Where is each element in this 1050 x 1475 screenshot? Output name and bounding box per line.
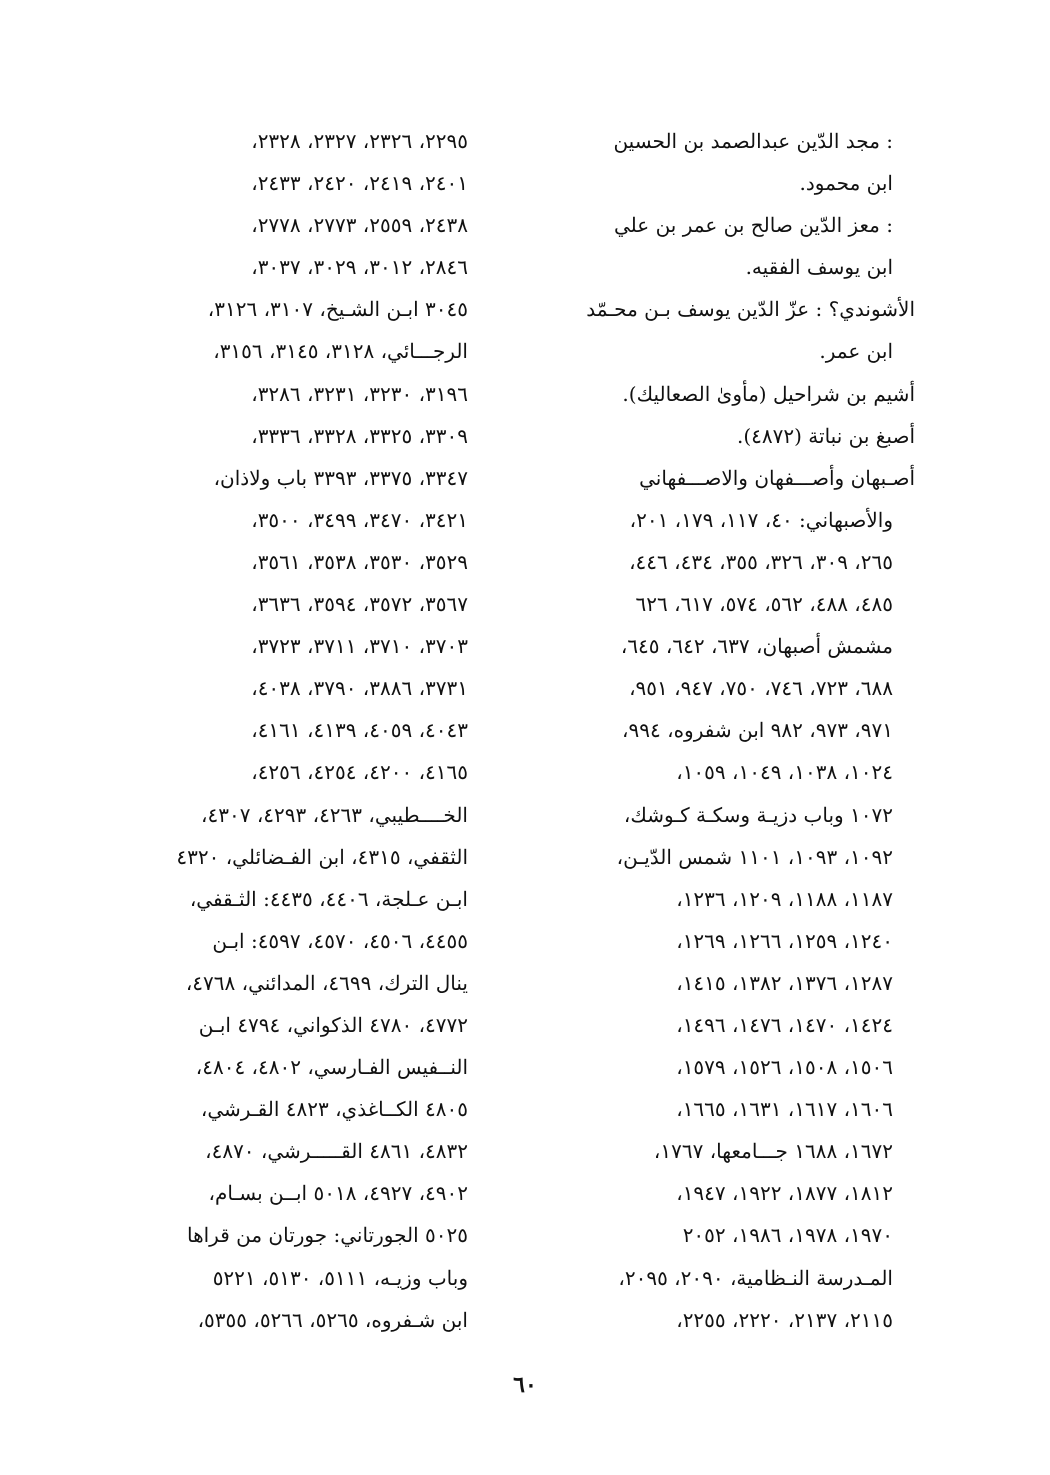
index-entry-line: الرجـــائي، ٣١٢٨، ٣١٤٥، ٣١٥٦،: [213, 339, 468, 364]
index-entry-line: ٣٥٢٩، ٣٥٣٠، ٣٥٣٨، ٣٥٦١،: [251, 549, 468, 574]
index-entry-line: ١٢٨٧، ١٣٧٦، ١٣٨٢، ١٤١٥،: [676, 970, 893, 995]
index-entry-line: ١٢٤٠، ١٢٥٩، ١٢٦٦، ١٢٦٩،: [676, 928, 893, 953]
index-entry-line: ٢٤٣٨، ٢٥٥٩، ٢٧٧٣، ٢٧٧٨،: [251, 213, 468, 238]
index-entry-line: الخــــطيبي، ٤٢٦٣، ٤٢٩٣، ٤٣٠٧،: [201, 802, 468, 827]
index-column-right: [535, 120, 915, 1341]
index-entry-line: والأصبهاني: ٤٠، ١١٧، ١٧٩، ٢٠١،: [629, 507, 893, 532]
index-entry-line: ينال الترك، ٤٦٩٩، المدائني، ٤٧٦٨،: [185, 970, 468, 995]
index-entry-line: ٢٦٥، ٣٠٩، ٣٢٦، ٣٥٥، ٤٣٤، ٤٤٦،: [629, 549, 893, 574]
index-entry-line: ٣٤٢١، ٣٤٧٠، ٣٤٩٩، ٣٥٠٠،: [251, 507, 468, 532]
index-entry-line: : مجد الدّين عبدالصمد بن الحسين: [613, 129, 893, 153]
index-entry-line: ابـن عـلجة، ٤٤٠٦، ٤٤٣٥: الثـقفي،: [189, 886, 468, 911]
page-number: ٦٠: [513, 1372, 537, 1398]
index-entry-line: ٣١٩٦، ٣٢٣٠، ٣٢٣١، ٣٢٨٦،: [251, 381, 468, 406]
index-entry-line: ٤٨٥، ٤٨٨، ٥٦٢، ٥٧٤، ٦١٧، ٦٢٦: [635, 592, 893, 617]
index-entry-line: ٤٠٤٣، ٤٠٥٩، ٤١٣٩، ٤١٦١،: [251, 718, 468, 743]
index-entry-line: ١٩٧٠، ١٩٧٨، ١٩٨٦، ٢٠٥٢: [682, 1223, 893, 1248]
index-entry-line: ٣٣٠٩، ٣٣٢٥، ٣٣٢٨، ٣٣٣٦،: [251, 423, 468, 448]
index-entry-line: ابن يوسف الفقيه.: [745, 255, 893, 280]
index-entry-line: ٤٤٥٥، ٤٥٠٦، ٤٥٧٠، ٤٥٩٧: ابـن: [212, 928, 468, 953]
index-entry-line: أصبغ بن نباتة (٤٨٧٢).: [736, 423, 915, 448]
index-entry-line: : معز الدّين صالح بن عمر بن علي: [614, 213, 893, 238]
index-entry-line: ٣٥٦٧، ٣٥٧٢، ٣٥٩٤، ٣٦٣٦،: [251, 592, 468, 617]
index-entry-line: ابن محمود.: [799, 171, 893, 196]
index-entry-line: ١٤٢٤، ١٤٧٠، ١٤٧٦، ١٤٩٦،: [676, 1012, 893, 1037]
index-entry-line: ١٦٧٢، ١٦٨٨ جـــامعها، ١٧٦٧،: [653, 1139, 893, 1164]
index-entry-line: ٤٨٣٢، ٤٨٦١ القـــــرشي، ٤٨٧٠،: [205, 1139, 468, 1164]
index-entry-line: ٤١٦٥، ٤٢٠٠، ٤٢٥٤، ٤٢٥٦،: [251, 760, 468, 785]
index-entry-line: ٥٠٢٥ الجورتاني: جورتان من قراها: [186, 1223, 468, 1248]
index-entry-line: أصـبهان وأصـــفهان والاصـــفهاني: [639, 465, 915, 490]
index-entry-line: ٢١١٥، ٢١٣٧، ٢٢٢٠، ٢٢٥٥،: [676, 1307, 893, 1332]
index-entry-line: ١٠٩٢، ١٠٩٣، ١١٠١ شمس الدّيـن،: [616, 844, 893, 869]
index-entry-line: ٤٧٧٢، ٤٧٨٠ الذكواني، ٤٧٩٤ ابـن: [198, 1012, 468, 1037]
index-entry-line: ابن شـفروه، ٥٢٦٥، ٥٢٦٦، ٥٣٥٥،: [197, 1307, 468, 1332]
index-entry-line: أشيم بن شراحيل (مأوىٰ الصعاليك).: [622, 381, 915, 406]
index-entry-line: ١١٨٧، ١١٨٨، ١٢٠٩، ١٢٣٦،: [676, 886, 893, 911]
index-entry-line: ١٠٢٤، ١٠٣٨، ١٠٤٩، ١٠٥٩،: [676, 760, 893, 785]
index-entry-line: وباب وزيـه، ٥١١١، ٥١٣٠، ٥٢٢١: [212, 1265, 468, 1290]
index-entry-line: ٩٧١، ٩٧٣، ٩٨٢ ابن شفروه، ٩٩٤،: [622, 718, 893, 743]
index-entry-line: ٢٨٤٦، ٣٠١٢، ٣٠٢٩، ٣٠٣٧،: [251, 255, 468, 280]
index-entry-line: ٣٠٤٥ ابـن الشـيخ، ٣١٠٧، ٣١٢٦،: [207, 297, 468, 322]
index-entry-line: ابن عمر.: [819, 339, 893, 364]
index-entry-line: ٢٤٠١، ٢٤١٩، ٢٤٢٠، ٢٤٣٣،: [251, 171, 468, 196]
index-entry-line: ٣٧٣١، ٣٨٨٦، ٣٧٩٠، ٤٠٣٨،: [251, 676, 468, 701]
index-column-left: [118, 120, 468, 1341]
index-entry-line: المـدرسة النـظامية، ٢٠٩٠، ٢٠٩٥،: [618, 1265, 893, 1290]
index-entry-line: ١٦٠٦، ١٦١٧، ١٦٣١، ١٦٦٥،: [676, 1097, 893, 1122]
index-entry-line: الثقفي، ٤٣١٥، ابن الفـضائلي، ٤٣٢٠: [176, 844, 468, 869]
index-entry-line: ٣٧٠٣، ٣٧١٠، ٣٧١١، ٣٧٢٣،: [251, 634, 468, 659]
index-entry-line: مشمش أصبهان، ٦٣٧، ٦٤٢، ٦٤٥،: [620, 634, 893, 659]
index-entry-line: ٢٢٩٥، ٢٣٢٦، ٢٣٢٧، ٢٣٢٨،: [251, 129, 468, 153]
index-entry-line: ١٠٧٢ وباب دزيـة وسكـة كـوشك،: [623, 802, 893, 827]
index-entry-line: ٦٨٨، ٧٢٣، ٧٤٦، ٧٥٠، ٩٤٧، ٩٥١،: [629, 676, 893, 701]
index-entry-line: ٣٣٤٧، ٣٣٧٥، ٣٣٩٣ باب ولاذان،: [213, 465, 468, 490]
index-entry-line: ٤٨٠٥ الكــاغذي، ٤٨٢٣ القـرشي،: [200, 1097, 468, 1122]
index-entry-line: ١٨١٢، ١٨٧٧، ١٩٢٢، ١٩٤٧،: [676, 1181, 893, 1206]
index-entry-line: ٤٩٠٢، ٤٩٢٧، ٥٠١٨ ابــن بسـام،: [208, 1181, 468, 1206]
index-entry-line: ١٥٠٦، ١٥٠٨، ١٥٢٦، ١٥٧٩،: [676, 1055, 893, 1080]
index-entry-line: النــفيس الفـارسي، ٤٨٠٢، ٤٨٠٤،: [195, 1055, 468, 1080]
index-entry-line: الأشوندي؟ : عزّ الدّين يوسف بـن محـمّد: [586, 297, 915, 322]
